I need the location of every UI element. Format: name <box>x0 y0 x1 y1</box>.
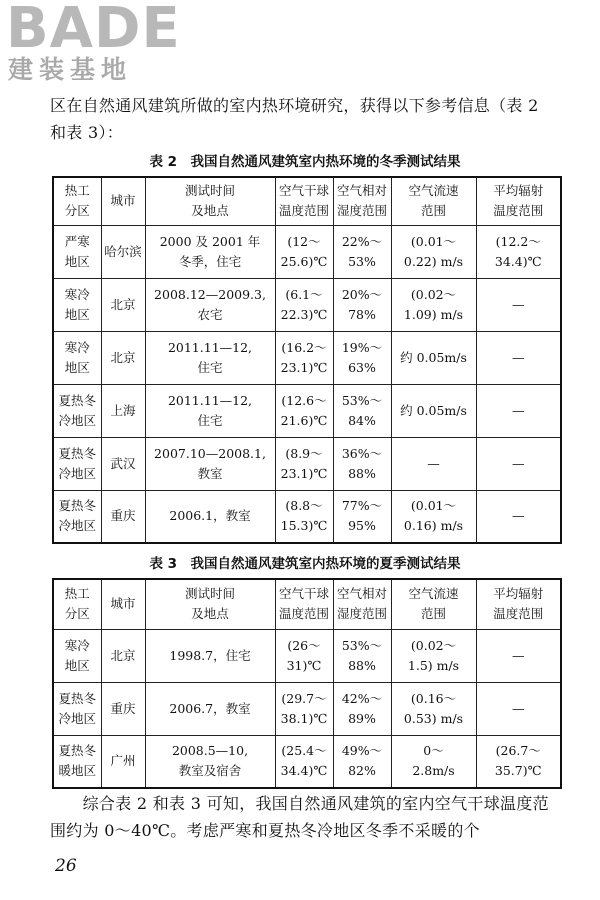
winter-results-table <box>52 176 562 544</box>
table-cell: 夏热冬 冷地区 <box>53 437 101 490</box>
table-row <box>53 384 561 437</box>
table-cell: — <box>476 384 561 437</box>
table-row <box>53 682 561 735</box>
table-cell: 77%～ 95% <box>333 490 391 543</box>
conclusion-paragraph: 综合表 2 和表 3 可知，我国自然通风建筑的室内空气干球温度范围约为 0～40℃。考虑严寒和夏热冬冷地区冬季不采暖的个 <box>50 794 549 840</box>
column-header: 测试时间 及地点 <box>145 177 275 225</box>
table-row <box>53 490 561 543</box>
table-cell: 2006.1，教室 <box>145 490 275 543</box>
table-cell: 2000 及 2001 年 冬季，住宅 <box>145 225 275 278</box>
table-cell: (16.2～ 23.1)℃ <box>275 331 333 384</box>
table-cell: 哈尔滨 <box>101 225 145 278</box>
column-header: 空气相对 湿度范围 <box>333 177 391 225</box>
table-cell: 53%～ 84% <box>333 384 391 437</box>
table-cell: (0.01～ 0.22) m/s <box>391 225 476 278</box>
table-cell: (12.6～ 21.6)℃ <box>275 384 333 437</box>
table-cell: — <box>476 437 561 490</box>
table-cell: 夏热冬 冷地区 <box>53 682 101 735</box>
table-cell: (6.1～ 22.3)℃ <box>275 278 333 331</box>
table2-caption: 表 2 我国自然通风建筑室内热环境的冬季测试结果 <box>149 154 461 170</box>
table-cell: (26.7～ 35.7)℃ <box>476 735 561 788</box>
table-cell: 42%～ 89% <box>333 682 391 735</box>
table-cell: 北京 <box>101 331 145 384</box>
table-cell: 寒冷 地区 <box>53 331 101 384</box>
column-header: 热工 分区 <box>53 579 101 629</box>
logo-subtitle: 建装基地 <box>8 55 133 84</box>
column-header: 空气流速 范围 <box>391 177 476 225</box>
table-cell: 53%～ 88% <box>333 629 391 682</box>
table-row <box>53 225 561 278</box>
table3-caption: 表 3 我国自然通风建筑室内热环境的夏季测试结果 <box>149 556 461 572</box>
table-cell: 36%～ 88% <box>333 437 391 490</box>
table-cell: — <box>476 278 561 331</box>
table-cell: 重庆 <box>101 490 145 543</box>
table-row <box>53 331 561 384</box>
table-cell: 2008.12—2009.3, 农宅 <box>145 278 275 331</box>
table-row <box>53 629 561 682</box>
table-cell: 北京 <box>101 629 145 682</box>
column-header: 测试时间 及地点 <box>145 579 275 629</box>
column-header: 平均辐射 温度范围 <box>476 579 561 629</box>
page-number: 26 <box>55 856 77 876</box>
table-cell: (25.4～ 34.4)℃ <box>275 735 333 788</box>
table-cell: 北京 <box>101 278 145 331</box>
table-row <box>53 735 561 788</box>
table-cell: (0.01～ 0.16) m/s <box>391 490 476 543</box>
table-cell: 19%～ 63% <box>333 331 391 384</box>
table-header-row <box>53 177 561 225</box>
table-cell: 1998.7，住宅 <box>145 629 275 682</box>
table-cell: — <box>476 490 561 543</box>
column-header: 城市 <box>101 579 145 629</box>
table-cell: 重庆 <box>101 682 145 735</box>
column-header: 空气干球 温度范围 <box>275 579 333 629</box>
table-cell: 约 0.05m/s <box>391 331 476 384</box>
column-header: 空气流速 范围 <box>391 579 476 629</box>
table-cell: (26～ 31)℃ <box>275 629 333 682</box>
table-row <box>53 278 561 331</box>
table-cell: 寒冷 地区 <box>53 278 101 331</box>
table-cell: (0.02～ 1.09) m/s <box>391 278 476 331</box>
summer-results-table <box>52 578 562 789</box>
column-header: 空气干球 温度范围 <box>275 177 333 225</box>
table-cell: — <box>476 629 561 682</box>
column-header: 热工 分区 <box>53 177 101 225</box>
table-cell: 夏热冬 冷地区 <box>53 490 101 543</box>
table-cell: 夏热冬 暖地区 <box>53 735 101 788</box>
table-cell: 0～ 2.8m/s <box>391 735 476 788</box>
table-row <box>53 437 561 490</box>
table-cell: — <box>476 331 561 384</box>
table-cell: 2006.7，教室 <box>145 682 275 735</box>
intro-paragraph: 区在自然通风建筑所做的室内热环境研究，获得以下参考信息（表 2 和表 3）： <box>50 96 539 142</box>
table-cell: 严寒 地区 <box>53 225 101 278</box>
column-header: 平均辐射 温度范围 <box>476 177 561 225</box>
table-header-row <box>53 579 561 629</box>
table-cell: 2011.11—12, 住宅 <box>145 384 275 437</box>
brand-logo <box>6 0 181 86</box>
table-cell: 寒冷 地区 <box>53 629 101 682</box>
table-cell: (8.8～ 15.3)℃ <box>275 490 333 543</box>
logo-wordmark: BADE <box>6 0 181 61</box>
table-cell: 2008.5—10, 教室及宿舍 <box>145 735 275 788</box>
table-cell: 夏热冬 冷地区 <box>53 384 101 437</box>
table-cell: 2011.11—12, 住宅 <box>145 331 275 384</box>
table-cell: (8.9～ 23.1)℃ <box>275 437 333 490</box>
table-cell: 22%～ 53% <box>333 225 391 278</box>
table-cell: 约 0.05m/s <box>391 384 476 437</box>
table-cell: (12～ 25.6)℃ <box>275 225 333 278</box>
table-cell: 武汉 <box>101 437 145 490</box>
table-cell: (0.02～ 1.5) m/s <box>391 629 476 682</box>
table-cell: — <box>476 682 561 735</box>
table-cell: 49%～ 82% <box>333 735 391 788</box>
table-cell: — <box>391 437 476 490</box>
column-header: 城市 <box>101 177 145 225</box>
table-cell: (12.2～ 34.4)℃ <box>476 225 561 278</box>
table-cell: 20%～ 78% <box>333 278 391 331</box>
column-header: 空气相对 湿度范围 <box>333 579 391 629</box>
table-cell: (0.16～ 0.53) m/s <box>391 682 476 735</box>
table-cell: 2007.10—2008.1, 教室 <box>145 437 275 490</box>
table-cell: 上海 <box>101 384 145 437</box>
table-cell: 广州 <box>101 735 145 788</box>
table-cell: (29.7～ 38.1)℃ <box>275 682 333 735</box>
